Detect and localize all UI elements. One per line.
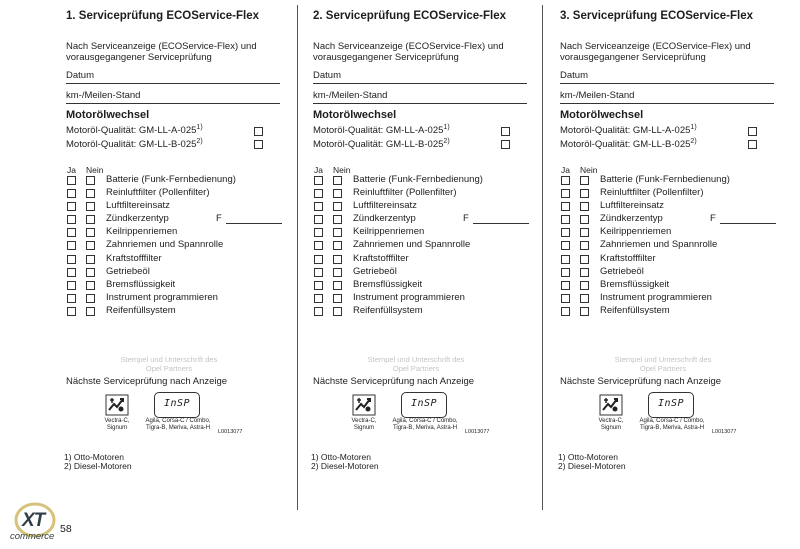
footnote-1: 1) Otto-Motoren xyxy=(558,452,618,462)
oil-change-title: Motorölwechsel xyxy=(66,109,150,121)
checklist-item xyxy=(66,187,280,200)
stamp-line-2: Opel Partners xyxy=(392,364,440,373)
footnote-ref-2: 2) xyxy=(196,138,203,145)
nein-checkbox[interactable] xyxy=(333,202,342,211)
checklist-item xyxy=(313,253,527,266)
ja-checkbox[interactable] xyxy=(561,228,570,237)
agila-label xyxy=(634,418,710,432)
ja-checkbox[interactable] xyxy=(67,176,76,185)
next-service-label: Nächste Serviceprüfung nach Anzeige xyxy=(313,376,475,387)
oil-quality-a-label: Motoröl-Qualität: GM-LL-A-025 xyxy=(313,125,444,137)
vectra-label xyxy=(341,418,387,432)
checklist-item xyxy=(560,279,774,292)
date-field[interactable]: Datum xyxy=(313,70,527,84)
ja-checkbox[interactable] xyxy=(314,189,323,198)
checklist-item xyxy=(66,226,280,239)
vectra-label xyxy=(94,418,140,432)
checklist-item-label: Instrument programmieren xyxy=(106,292,218,303)
wrench-car-icon xyxy=(105,394,129,416)
mileage-field[interactable]: km-/Meilen-Stand xyxy=(313,90,527,104)
checklist-item-label: Keilrippenriemen xyxy=(600,226,672,237)
nein-checkbox[interactable] xyxy=(333,294,342,303)
checklist-item xyxy=(313,305,527,318)
footnote-2: 2) Diesel-Motoren xyxy=(311,461,379,471)
vectra-label xyxy=(588,418,634,432)
checklist-item-label: Batterie (Funk-Fernbedienung) xyxy=(600,174,730,185)
stamp-signature-area xyxy=(305,355,527,373)
insp-display xyxy=(154,392,200,418)
checklist-item-label: Batterie (Funk-Fernbedienung) xyxy=(106,174,236,185)
figure-code: L0013077 xyxy=(712,429,737,435)
checklist-item-label: Zahnriemen und Spannrolle xyxy=(600,239,718,250)
ja-checkbox[interactable] xyxy=(314,307,323,316)
checklist-item xyxy=(560,253,774,266)
agila-line-2: Tigra-B, Meriva, Astra-H xyxy=(639,425,705,431)
ja-checkbox[interactable] xyxy=(67,268,76,277)
nein-header: Nein xyxy=(86,165,104,175)
column-title: 2. Serviceprüfung ECOService-Flex xyxy=(313,10,507,22)
checklist-item-label: Getriebeöl xyxy=(106,266,150,277)
ja-checkbox[interactable] xyxy=(67,281,76,290)
checklist-item xyxy=(66,200,280,213)
checklist-item-label: Bremsflüssigkeit xyxy=(353,279,423,290)
oil-change-title: Motorölwechsel xyxy=(313,109,397,121)
nein-checkbox[interactable] xyxy=(86,189,95,198)
nein-checkbox[interactable] xyxy=(86,176,95,185)
spark-plug-f-label: F xyxy=(463,213,469,224)
intro-text: Nach Serviceanzeige (ECOService-Flex) und vorausgegangener Serviceprüfung xyxy=(66,41,257,63)
oil-quality-b-label: Motoröl-Qualität: GM-LL-B-025 xyxy=(66,139,197,151)
next-service-label: Nächste Serviceprüfung nach Anzeige xyxy=(560,376,722,387)
checklist-item-label: Instrument programmieren xyxy=(600,292,712,303)
checklist-item-label: Reifenfüllsystem xyxy=(106,305,176,316)
ja-header: Ja xyxy=(314,165,323,175)
checklist-item xyxy=(66,253,280,266)
agila-label xyxy=(387,418,463,432)
checklist-item-label: Bremsflüssigkeit xyxy=(106,279,176,290)
oil-quality-b-label: Motoröl-Qualität: GM-LL-B-025 xyxy=(560,139,691,151)
checklist-item xyxy=(560,292,774,305)
checklist-item-label: Reinluftfilter (Pollenfilter) xyxy=(353,187,457,198)
stamp-line-1: Stempel und Unterschrift des xyxy=(367,355,465,364)
nein-checkbox[interactable] xyxy=(86,307,95,316)
agila-line-1: Agila, Corsa-C / Combo, xyxy=(639,418,705,424)
footnote-2: 2) Diesel-Motoren xyxy=(64,461,132,471)
oil-quality-a-label: Motoröl-Qualität: GM-LL-A-025 xyxy=(66,125,197,137)
ja-checkbox[interactable] xyxy=(314,176,323,185)
checklist-item-label: Instrument programmieren xyxy=(353,292,465,303)
oil-quality-a-checkbox[interactable] xyxy=(748,127,757,136)
nein-checkbox[interactable] xyxy=(580,281,589,290)
checklist-item xyxy=(66,213,280,226)
checklist-item xyxy=(560,226,774,239)
footnote-ref-1: 1) xyxy=(443,124,450,131)
ja-checkbox[interactable] xyxy=(67,241,76,250)
checklist-item xyxy=(66,266,280,279)
stamp-line-1: Stempel und Unterschrift des xyxy=(120,355,218,364)
nein-checkbox[interactable] xyxy=(333,268,342,277)
mileage-field[interactable]: km-/Meilen-Stand xyxy=(560,90,774,104)
intro-text: Nach Serviceanzeige (ECOService-Flex) und vorausgegangener Serviceprüfung xyxy=(313,41,504,63)
column-divider-1 xyxy=(297,5,298,510)
nein-checkbox[interactable] xyxy=(580,294,589,303)
checklist-item xyxy=(313,292,527,305)
checklist-item-label: Reifenfüllsystem xyxy=(600,305,670,316)
ja-checkbox[interactable] xyxy=(314,215,323,224)
checklist-item-label: Getriebeöl xyxy=(353,266,397,277)
column-divider-2 xyxy=(542,5,543,510)
nein-checkbox[interactable] xyxy=(580,176,589,185)
agila-line-2: Tigra-B, Meriva, Astra-H xyxy=(392,425,458,431)
nein-checkbox[interactable] xyxy=(86,281,95,290)
checklist-item xyxy=(313,239,527,252)
checklist-item xyxy=(313,279,527,292)
intro-text: Nach Serviceanzeige (ECOService-Flex) und vorausgegangener Serviceprüfung xyxy=(560,41,751,63)
ja-checkbox[interactable] xyxy=(561,294,570,303)
ja-checkbox[interactable] xyxy=(67,228,76,237)
footnote-ref-1: 1) xyxy=(690,124,697,131)
checklist-item-label: Reinluftfilter (Pollenfilter) xyxy=(106,187,210,198)
vectra-line-2: Signum xyxy=(353,425,375,431)
checklist-item-label: Luftfiltereinsatz xyxy=(106,200,170,211)
spark-plug-f-label: F xyxy=(710,213,716,224)
wrench-car-icon xyxy=(599,394,623,416)
service-column-3 xyxy=(552,0,774,505)
insp-display xyxy=(401,392,447,418)
footnote-1: 1) Otto-Motoren xyxy=(64,452,124,462)
checklist-item xyxy=(560,187,774,200)
nein-checkbox[interactable] xyxy=(333,189,342,198)
ja-checkbox[interactable] xyxy=(314,294,323,303)
agila-label xyxy=(140,418,216,432)
date-field[interactable]: Datum xyxy=(66,70,280,84)
checklist-item xyxy=(560,174,774,187)
insp-text: InSP xyxy=(657,398,685,409)
nein-checkbox[interactable] xyxy=(333,241,342,250)
nein-checkbox[interactable] xyxy=(333,228,342,237)
checklist-item-label: Kraftstofffilter xyxy=(353,253,409,264)
spark-plug-type-field[interactable] xyxy=(473,223,529,224)
checklist-item-label: Bremsflüssigkeit xyxy=(600,279,670,290)
footnote-1: 1) Otto-Motoren xyxy=(311,452,371,462)
oil-quality-b-checkbox[interactable] xyxy=(748,140,757,149)
footnote-ref-1: 1) xyxy=(196,124,203,131)
checklist-item xyxy=(560,266,774,279)
checklist-item xyxy=(66,279,280,292)
wrench-car-icon xyxy=(352,394,376,416)
oil-change-title: Motorölwechsel xyxy=(560,109,644,121)
checklist-item-label: Keilrippenriemen xyxy=(106,226,178,237)
oil-quality-b xyxy=(66,138,203,150)
ja-checkbox[interactable] xyxy=(561,202,570,211)
oil-quality-b-checkbox[interactable] xyxy=(254,140,263,149)
checklist-item-label: Zündkerzentyp xyxy=(600,213,663,224)
nein-checkbox[interactable] xyxy=(580,241,589,250)
checklist-item xyxy=(313,213,527,226)
checklist-item-label: Batterie (Funk-Fernbedienung) xyxy=(353,174,483,185)
checklist-item-label: Zündkerzentyp xyxy=(106,213,169,224)
nein-checkbox[interactable] xyxy=(86,268,95,277)
checklist-item xyxy=(66,174,280,187)
ja-checkbox[interactable] xyxy=(561,255,570,264)
ja-header: Ja xyxy=(67,165,76,175)
figure-code: L0013077 xyxy=(465,429,490,435)
ja-checkbox[interactable] xyxy=(67,202,76,211)
nein-checkbox[interactable] xyxy=(333,176,342,185)
ja-checkbox[interactable] xyxy=(561,307,570,316)
stamp-signature-area xyxy=(58,355,280,373)
insp-display xyxy=(648,392,694,418)
ja-checkbox[interactable] xyxy=(67,307,76,316)
spark-plug-type-field[interactable] xyxy=(226,223,282,224)
checklist-item-label: Kraftstofffilter xyxy=(106,253,162,264)
checklist-item xyxy=(66,292,280,305)
nein-checkbox[interactable] xyxy=(86,215,95,224)
footnote-ref-2: 2) xyxy=(443,138,450,145)
nein-checkbox[interactable] xyxy=(86,294,95,303)
ja-checkbox[interactable] xyxy=(314,268,323,277)
checklist-item xyxy=(313,226,527,239)
service-column-1 xyxy=(58,0,280,505)
oil-quality-b-checkbox[interactable] xyxy=(501,140,510,149)
mileage-field[interactable]: km-/Meilen-Stand xyxy=(66,90,280,104)
nein-checkbox[interactable] xyxy=(86,241,95,250)
ja-checkbox[interactable] xyxy=(314,228,323,237)
logo-brand: XT xyxy=(22,510,45,531)
checklist-item xyxy=(313,187,527,200)
agila-line-1: Agila, Corsa-C / Combo, xyxy=(145,418,211,424)
ja-checkbox[interactable] xyxy=(561,281,570,290)
ja-checkbox[interactable] xyxy=(314,281,323,290)
ja-checkbox[interactable] xyxy=(67,255,76,264)
checklist-item-label: Zahnriemen und Spannrolle xyxy=(353,239,471,250)
ja-checkbox[interactable] xyxy=(561,215,570,224)
vectra-line-2: Signum xyxy=(600,425,622,431)
vectra-line-1: Vectra-C, xyxy=(351,418,377,424)
oil-quality-a-checkbox[interactable] xyxy=(254,127,263,136)
nein-checkbox[interactable] xyxy=(580,189,589,198)
insp-text: InSP xyxy=(410,398,438,409)
checklist-item xyxy=(560,305,774,318)
checklist-item-label: Getriebeöl xyxy=(600,266,644,277)
oil-quality-b xyxy=(313,138,450,150)
stamp-line-2: Opel Partners xyxy=(639,364,687,373)
vectra-line-1: Vectra-C, xyxy=(104,418,130,424)
spark-plug-f-label: F xyxy=(216,213,222,224)
vectra-line-1: Vectra-C, xyxy=(598,418,624,424)
ja-checkbox[interactable] xyxy=(561,268,570,277)
checklist-item xyxy=(66,239,280,252)
nein-checkbox[interactable] xyxy=(333,215,342,224)
nein-checkbox[interactable] xyxy=(333,307,342,316)
oil-quality-b-label: Motoröl-Qualität: GM-LL-B-025 xyxy=(313,139,444,151)
nein-checkbox[interactable] xyxy=(86,255,95,264)
oil-quality-a xyxy=(560,124,697,136)
insp-text: InSP xyxy=(163,398,191,409)
ja-checkbox[interactable] xyxy=(314,255,323,264)
checklist-item xyxy=(560,213,774,226)
ja-header: Ja xyxy=(561,165,570,175)
column-title: 3. Serviceprüfung ECOService-Flex xyxy=(560,10,754,22)
oil-quality-a xyxy=(66,124,203,136)
vectra-line-2: Signum xyxy=(106,425,128,431)
checklist-item-label: Reinluftfilter (Pollenfilter) xyxy=(600,187,704,198)
ja-checkbox[interactable] xyxy=(67,189,76,198)
nein-checkbox[interactable] xyxy=(580,255,589,264)
spark-plug-type-field[interactable] xyxy=(720,223,776,224)
nein-checkbox[interactable] xyxy=(580,307,589,316)
ja-checkbox[interactable] xyxy=(314,241,323,250)
stamp-line-2: Opel Partners xyxy=(145,364,193,373)
ja-checkbox[interactable] xyxy=(561,189,570,198)
figure-code: L0013077 xyxy=(218,429,243,435)
ja-checkbox[interactable] xyxy=(561,241,570,250)
checklist-item-label: Keilrippenriemen xyxy=(353,226,425,237)
stamp-signature-area xyxy=(552,355,774,373)
next-service-label: Nächste Serviceprüfung nach Anzeige xyxy=(66,376,228,387)
ja-checkbox[interactable] xyxy=(314,202,323,211)
nein-checkbox[interactable] xyxy=(580,268,589,277)
checklist-item-label: Kraftstofffilter xyxy=(600,253,656,264)
oil-quality-a-label: Motoröl-Qualität: GM-LL-A-025 xyxy=(560,125,691,137)
nein-header: Nein xyxy=(333,165,351,175)
checklist-item-label: Zündkerzentyp xyxy=(353,213,416,224)
date-field[interactable]: Datum xyxy=(560,70,774,84)
page-number: 58 xyxy=(60,523,72,535)
oil-quality-b xyxy=(560,138,697,150)
ja-checkbox[interactable] xyxy=(67,215,76,224)
checklist-item-label: Zahnriemen und Spannrolle xyxy=(106,239,224,250)
checklist-item xyxy=(560,200,774,213)
checklist-item-label: Luftfiltereinsatz xyxy=(600,200,664,211)
logo-sub: commerce xyxy=(10,531,55,542)
checklist-item xyxy=(313,266,527,279)
nein-checkbox[interactable] xyxy=(580,202,589,211)
agila-line-1: Agila, Corsa-C / Combo, xyxy=(392,418,458,424)
nein-checkbox[interactable] xyxy=(580,228,589,237)
column-title: 1. Serviceprüfung ECOService-Flex xyxy=(66,10,260,22)
checklist-item-label: Reifenfüllsystem xyxy=(353,305,423,316)
nein-checkbox[interactable] xyxy=(86,202,95,211)
agila-line-2: Tigra-B, Meriva, Astra-H xyxy=(145,425,211,431)
oil-quality-a xyxy=(313,124,450,136)
footnote-2: 2) Diesel-Motoren xyxy=(558,461,626,471)
footnote-ref-2: 2) xyxy=(690,138,697,145)
checklist-item xyxy=(313,174,527,187)
checklist-item xyxy=(560,239,774,252)
nein-checkbox[interactable] xyxy=(333,281,342,290)
nein-checkbox[interactable] xyxy=(86,228,95,237)
service-column-2 xyxy=(305,0,527,505)
oil-quality-a-checkbox[interactable] xyxy=(501,127,510,136)
nein-checkbox[interactable] xyxy=(580,215,589,224)
ja-checkbox[interactable] xyxy=(67,294,76,303)
nein-checkbox[interactable] xyxy=(333,255,342,264)
ja-checkbox[interactable] xyxy=(561,176,570,185)
stamp-line-1: Stempel und Unterschrift des xyxy=(614,355,712,364)
nein-header: Nein xyxy=(580,165,598,175)
checklist-item xyxy=(313,200,527,213)
checklist-item xyxy=(66,305,280,318)
checklist-item-label: Luftfiltereinsatz xyxy=(353,200,417,211)
